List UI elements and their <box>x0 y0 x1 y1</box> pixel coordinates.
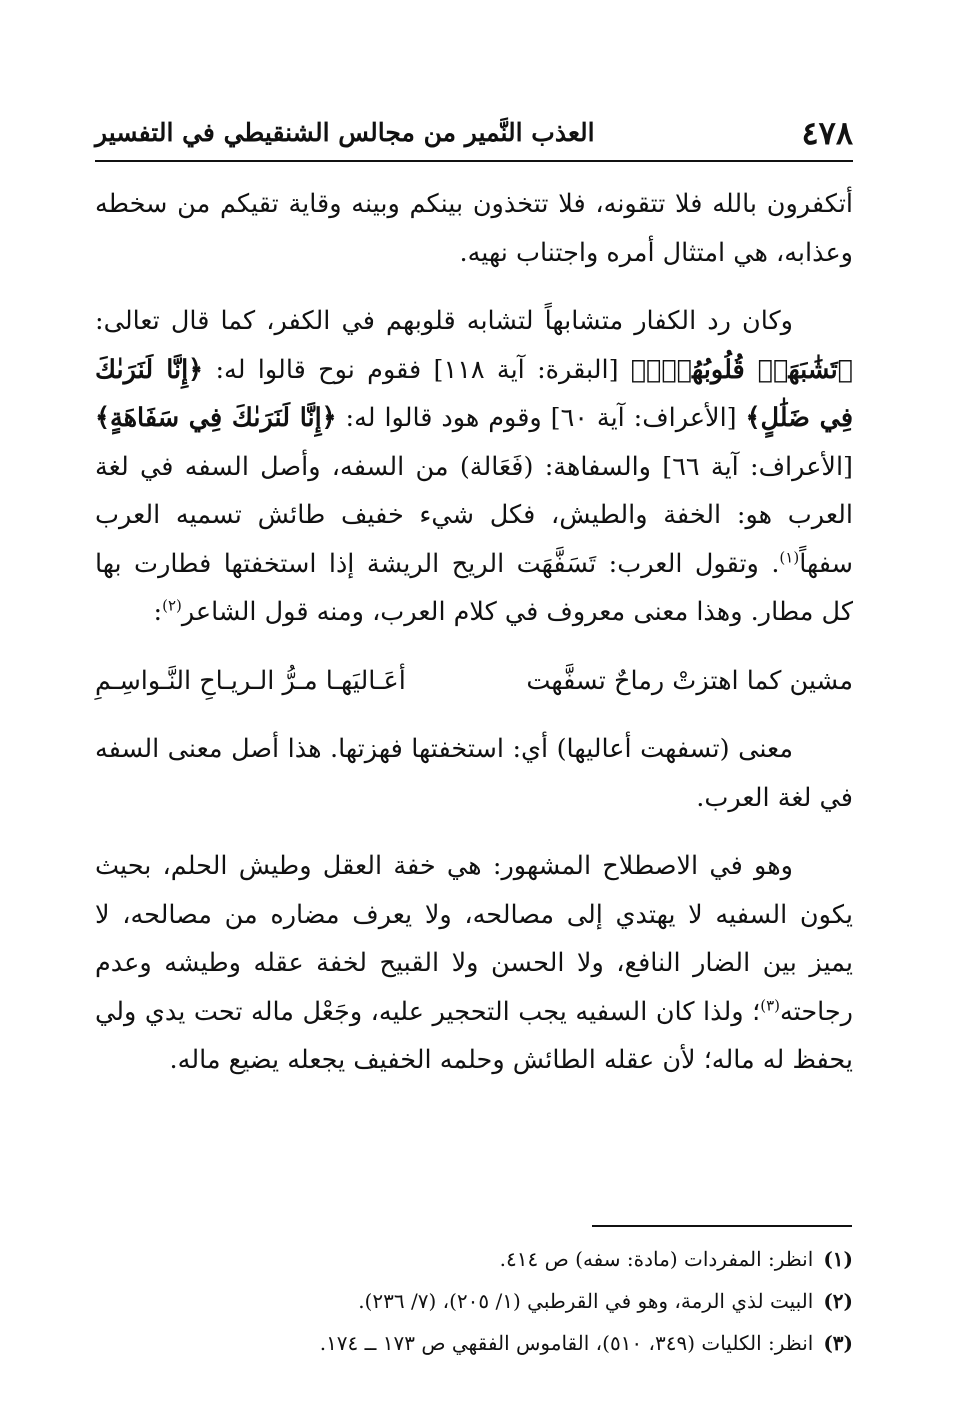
quran-verse: ﴿إِنَّا لَنَرَىٰكَ فِي سَفَاهَةٍ﴾ <box>95 403 337 433</box>
text-segment: ؛ ولذا كان السفيه يجب التحجير عليه، وجَعْل ماله تحت يدي ولي يحفظ له ماله؛ لأن عقله الطائش وحلمه الخفيف يجعله يضيع ماله. <box>95 996 853 1075</box>
footnote-ref-1[interactable]: (١) <box>779 548 800 566</box>
footnote-text: البيت لذي الرمة، وهو في القرطبي (١/ ٢٠٥)، (٧/ ٢٣٦). <box>358 1289 814 1313</box>
page-header <box>95 112 853 162</box>
poem-verse <box>95 657 853 706</box>
quran-verse: ﴿إِنَّا لَنَرَىٰكَ فِي ضَلَٰلٍ﴾ <box>95 354 854 433</box>
footnote-ref-2[interactable]: (٢) <box>162 596 182 615</box>
footnote-3 <box>95 1322 853 1364</box>
footnote-ref-3[interactable]: (٣) <box>760 996 781 1014</box>
paragraph-3: معنى (تسفهت أعاليها) أي: استخفتها فهزتها. هذا أصل معنى السفه في لغة العرب. <box>95 734 853 813</box>
paragraph-2 <box>95 297 853 637</box>
poem-first-hemistich: مشين كما اهتزتْ رماحٌ تسفَّهت <box>526 665 853 696</box>
text-segment: [البقرة: آية ١١٨] فقوم نوح قالوا له: <box>203 354 631 385</box>
page-number: ٤٧٨ <box>801 114 853 152</box>
text-segment: : <box>153 597 163 627</box>
paragraph-1: أتكفرون بالله فلا تتقونه، فلا تتخذون بينكم وبينه وقاية تقيكم من سخطه وعذابه، هي امتثال أمره واجتناب نهيه. <box>95 189 853 268</box>
running-title: العذب النَّمير من مجالس الشنقيطي في التفسير <box>95 118 595 147</box>
text-segment: . وتقول العرب: تَسَفَّهَت الريح الريشة إذا استخفتها فطارت بها كل مطار. وهذا معنى معروف في كلام العرب، ومنه قول الشاعر <box>95 548 853 627</box>
main-text <box>95 180 853 1105</box>
paragraph-4 <box>95 842 853 1085</box>
footnote-divider <box>592 1225 852 1227</box>
footnote-number: (٢) <box>823 1289 853 1313</box>
text-segment: [الأعراف: آية ٦٠] وقوم هود قالوا له: <box>336 403 746 433</box>
footnote-2 <box>95 1280 853 1322</box>
footnote-text: انظر: المفردات (مادة: سفه) ص ٤١٤. <box>499 1247 814 1271</box>
footnote-1 <box>95 1238 853 1280</box>
text-segment: [الأعراف: آية ٦٦] والسفاهة: (فَعَالة) من السفه، وأصل السفه في لغة العرب هو: الخفة والطيش، فكل شيء خفيف طائش تسميه العرب سفهاً <box>95 451 853 579</box>
footnotes <box>95 1238 853 1364</box>
footnote-number: (٣) <box>823 1331 853 1355</box>
poem-second-hemistich: أعَـاليَهـا مـرُّ الـريـاحِ النَّـواسِـمِ <box>95 665 406 696</box>
footnote-number: (١) <box>823 1247 853 1271</box>
quran-verse: ﴿تَشَٰبَهَتۡ قُلُوبُهُمۡۗ﴾ <box>630 354 854 385</box>
footnote-text: انظر: الكليات (٣٤٩، ٥١٠)، القاموس الفقهي ص ١٧٣ ــ ١٧٤. <box>319 1331 814 1355</box>
text-segment: وكان رد الكفار متشابهاً لتشابه قلوبهم في الكفر، كما قال تعالى: <box>95 306 793 336</box>
text-segment: وهو في الاصطلاح المشهور: هي خفة العقل وطيش الحلم، بحيث يكون السفيه لا يهتدي إلى مصالحه، ولا يعرف مضاره من مصالحه، لا يميز بين الضار النافع، ولا الحسن ولا القبيح لخفة عقله وطيشه وعدم رجاحته <box>95 851 853 1027</box>
